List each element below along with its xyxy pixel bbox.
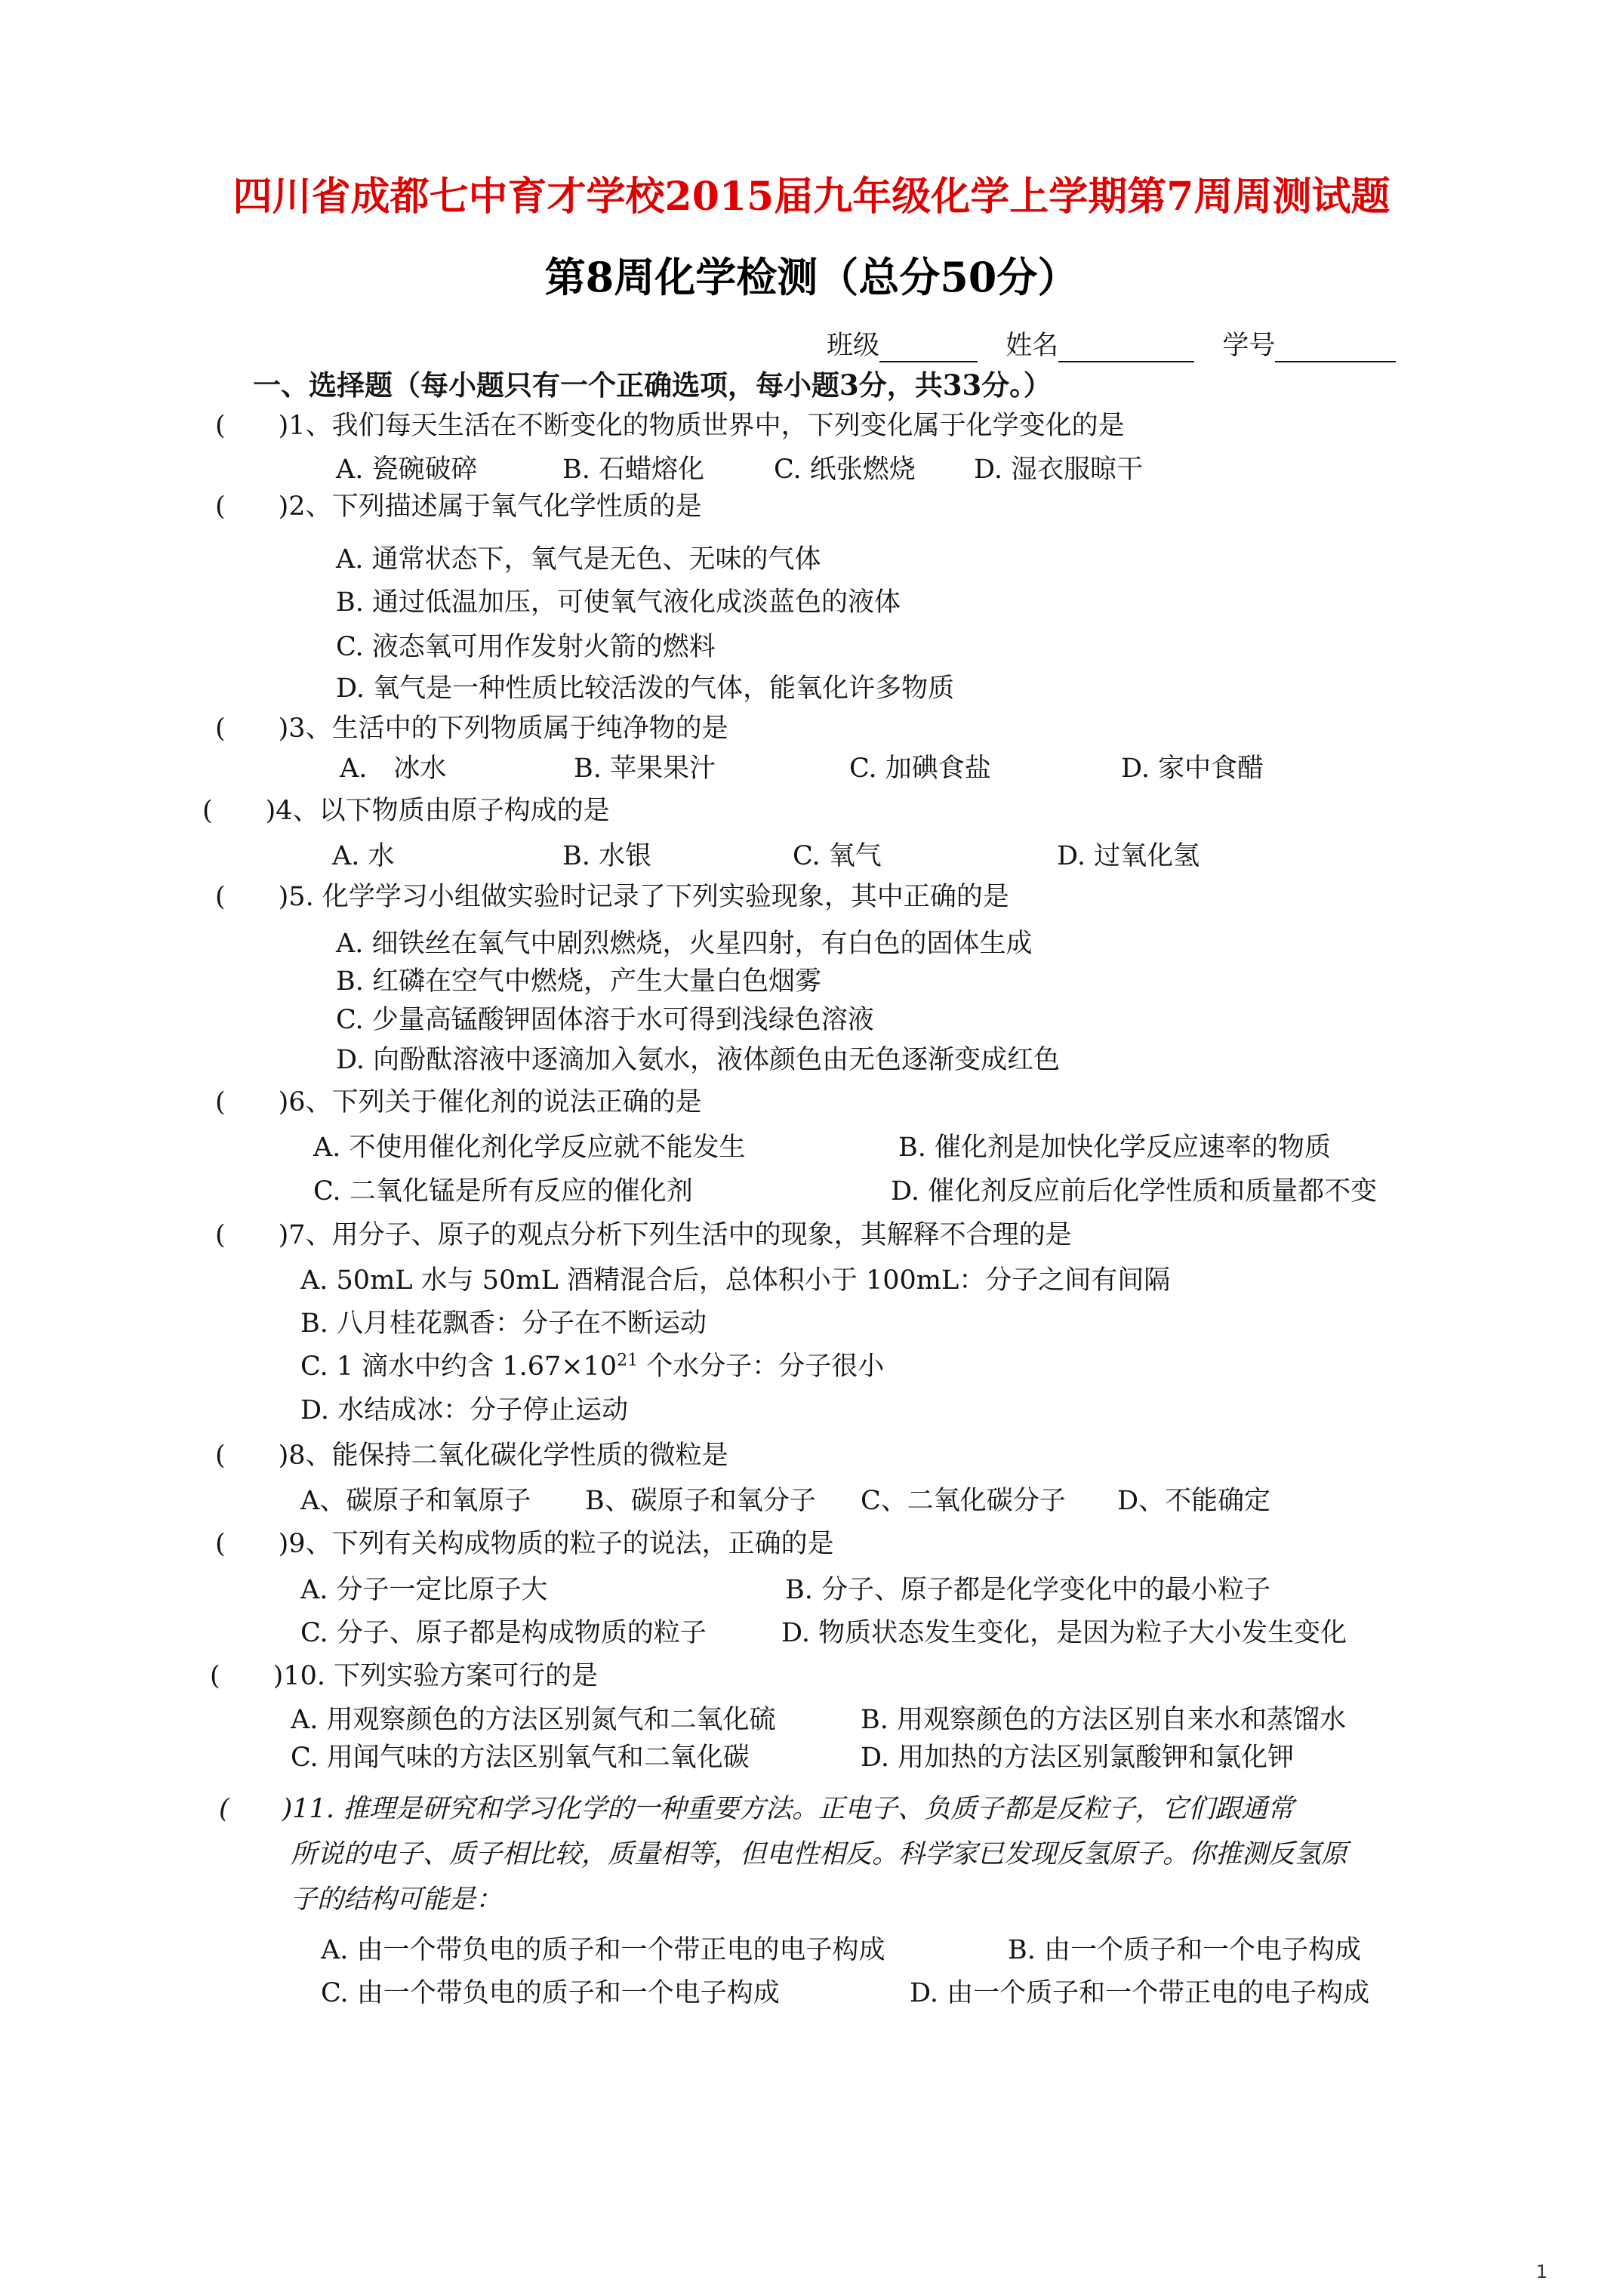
q6-option-a: A. 不使用催化剂化学反应就不能发生 — [313, 1133, 746, 1163]
q6-option-d: D. 催化剂反应前后化学性质和质量都不变 — [891, 1176, 1378, 1207]
q8-option-b: B、碳原子和氧分子 — [585, 1486, 816, 1516]
page-number: 1 — [1535, 2261, 1548, 2282]
question-8-stem: ( )8、能保持二氧化碳化学性质的微粒是 — [215, 1441, 728, 1471]
question-9-stem: ( )9、下列有关构成物质的粒子的说法，正确的是 — [215, 1529, 834, 1559]
q7-option-b: B. 八月桂花飘香：分子在不断运动 — [300, 1308, 707, 1339]
class-label: 班级 — [827, 331, 880, 361]
q9-option-c: C. 分子、原子都是构成物质的粒子 — [300, 1618, 707, 1648]
student-info-row — [827, 325, 1396, 362]
q4-option-d: D. 过氧化氢 — [1057, 841, 1200, 871]
q2-option-b: B. 通过低温加压，可使氧气液化成淡蓝色的液体 — [336, 587, 901, 618]
q9-option-a: A. 分子一定比原子大 — [300, 1575, 548, 1605]
q3-option-d: D. 家中食醋 — [1121, 754, 1264, 784]
question-10-stem: ( )10. 下列实验方案可行的是 — [210, 1661, 599, 1691]
name-field[interactable] — [1058, 335, 1194, 362]
q11-option-c: C. 由一个带负电的质子和一个电子构成 — [321, 1978, 780, 2008]
question-6-stem: ( )6、下列关于催化剂的说法正确的是 — [215, 1087, 702, 1117]
q10-option-a: A. 用观察颜色的方法区别氮气和二氧化硫 — [291, 1705, 776, 1735]
q2-option-d: D. 氧气是一种性质比较活泼的气体，能氧化许多物质 — [336, 673, 955, 704]
q11-option-a: A. 由一个带负电的质子和一个带正电的电子构成 — [321, 1935, 885, 1965]
q9-option-d: D. 物质状态发生变化，是因为粒子大小发生变化 — [781, 1618, 1347, 1648]
name-label: 姓名 — [1006, 331, 1059, 361]
q7-option-c-tail: 个水分子：分子很小 — [638, 1351, 885, 1382]
q2-option-c: C. 液态氧可用作发射火箭的燃料 — [336, 632, 716, 662]
q7-option-c — [300, 1345, 884, 1383]
q10-option-d: D. 用加热的方法区别氯酸钾和氯化钾 — [861, 1743, 1295, 1773]
q7-option-d: D. 水结成冰：分子停止运动 — [300, 1395, 629, 1425]
q7-option-c-text: C. 1 滴水中约含 1.67×10 — [300, 1351, 617, 1382]
question-4-stem: ( )4、以下物质由原子构成的是 — [202, 796, 610, 826]
student-id-label: 学号 — [1222, 331, 1276, 361]
q5-option-a: A. 细铁丝在氧气中剧烈燃烧，火星四射，有白色的固体生成 — [336, 929, 1033, 959]
question-3-stem: ( )3、生活中的下列物质属于纯净物的是 — [215, 713, 728, 744]
q1-option-d: D. 湿衣服晾干 — [974, 455, 1144, 485]
question-7-stem: ( )7、用分子、原子的观点分析下列生活中的现象，其解释不合理的是 — [215, 1220, 1072, 1250]
q6-option-b: B. 催化剂是加快化学反应速率的物质 — [898, 1133, 1331, 1163]
section-header: 一、选择题（每小题只有一个正确选项，每小题3分，共33分。） — [253, 368, 1052, 402]
q11-option-b: B. 由一个质子和一个电子构成 — [1008, 1935, 1361, 1965]
q5-option-c: C. 少量高锰酸钾固体溶于水可得到浅绿色溶液 — [336, 1005, 874, 1035]
q2-option-a: A. 通常状态下，氧气是无色、无味的气体 — [336, 544, 821, 575]
question-5-stem: ( )5. 化学学习小组做实验时记录了下列实验现象，其中正确的是 — [215, 882, 1009, 912]
q7-option-a: A. 50mL 水与 50mL 酒精混合后，总体积小于 100mL：分子之间有间隔 — [300, 1265, 1171, 1296]
q4-option-c: C. 氧气 — [793, 841, 882, 871]
question-11-stem-line-3: 子的结构可能是： — [291, 1885, 503, 1915]
question-11-stem-line-1: ( )11. 推理是研究和学习化学的一种重要方法。正电子、负质子都是反粒子，它们跟通常 — [219, 1794, 1295, 1824]
question-11-stem-line-2: 所说的电子、质子相比较，质量相等，但电性相反。科学家已发现反氢原子。你推测反氢原 — [291, 1839, 1348, 1869]
q10-option-b: B. 用观察颜色的方法区别自来水和蒸馏水 — [861, 1705, 1346, 1735]
q1-option-b: B. 石蜡熔化 — [562, 455, 704, 485]
question-1-stem: ( )1、我们每天生活在不断变化的物质世界中，下列变化属于化学变化的是 — [215, 411, 1125, 441]
q8-option-d: D、不能确定 — [1117, 1486, 1271, 1516]
q5-option-d: D. 向酚酞溶液中逐滴加入氨水，液体颜色由无色逐渐变成红色 — [336, 1045, 1061, 1075]
q6-option-c: C. 二氧化锰是所有反应的催化剂 — [313, 1176, 693, 1207]
q4-option-b: B. 水银 — [562, 841, 651, 871]
q7-option-c-exponent: 21 — [617, 1351, 639, 1370]
q3-option-b: B. 苹果果汁 — [574, 754, 716, 784]
class-field[interactable] — [879, 335, 978, 362]
q3-option-c: C. 加碘食盐 — [849, 754, 991, 784]
q11-option-d: D. 由一个质子和一个带正电的电子构成 — [910, 1978, 1370, 2008]
q9-option-b: B. 分子、原子都是化学变化中的最小粒子 — [785, 1575, 1270, 1605]
student-id-field[interactable] — [1275, 335, 1396, 362]
q1-option-c: C. 纸张燃烧 — [774, 455, 916, 485]
q3-option-a: A. 冰水 — [340, 754, 447, 784]
q10-option-c: C. 用闻气味的方法区别氧气和二氧化碳 — [291, 1743, 750, 1773]
q4-option-a: A. 水 — [332, 841, 395, 871]
q1-option-a: A. 瓷碗破碎 — [336, 455, 478, 485]
test-title: 第8周化学检测（总分50分） — [544, 253, 1079, 301]
q5-option-b: B. 红磷在空气中燃烧，产生大量白色烟雾 — [336, 966, 821, 997]
q8-option-a: A、碳原子和氧原子 — [300, 1486, 531, 1516]
question-2-stem: ( )2、下列描述属于氧气化学性质的是 — [215, 492, 702, 522]
document-title: 四川省成都七中育才学校2015届九年级化学上学期第7周周测试题 — [233, 174, 1390, 220]
q8-option-c: C、二氧化碳分子 — [861, 1486, 1066, 1516]
